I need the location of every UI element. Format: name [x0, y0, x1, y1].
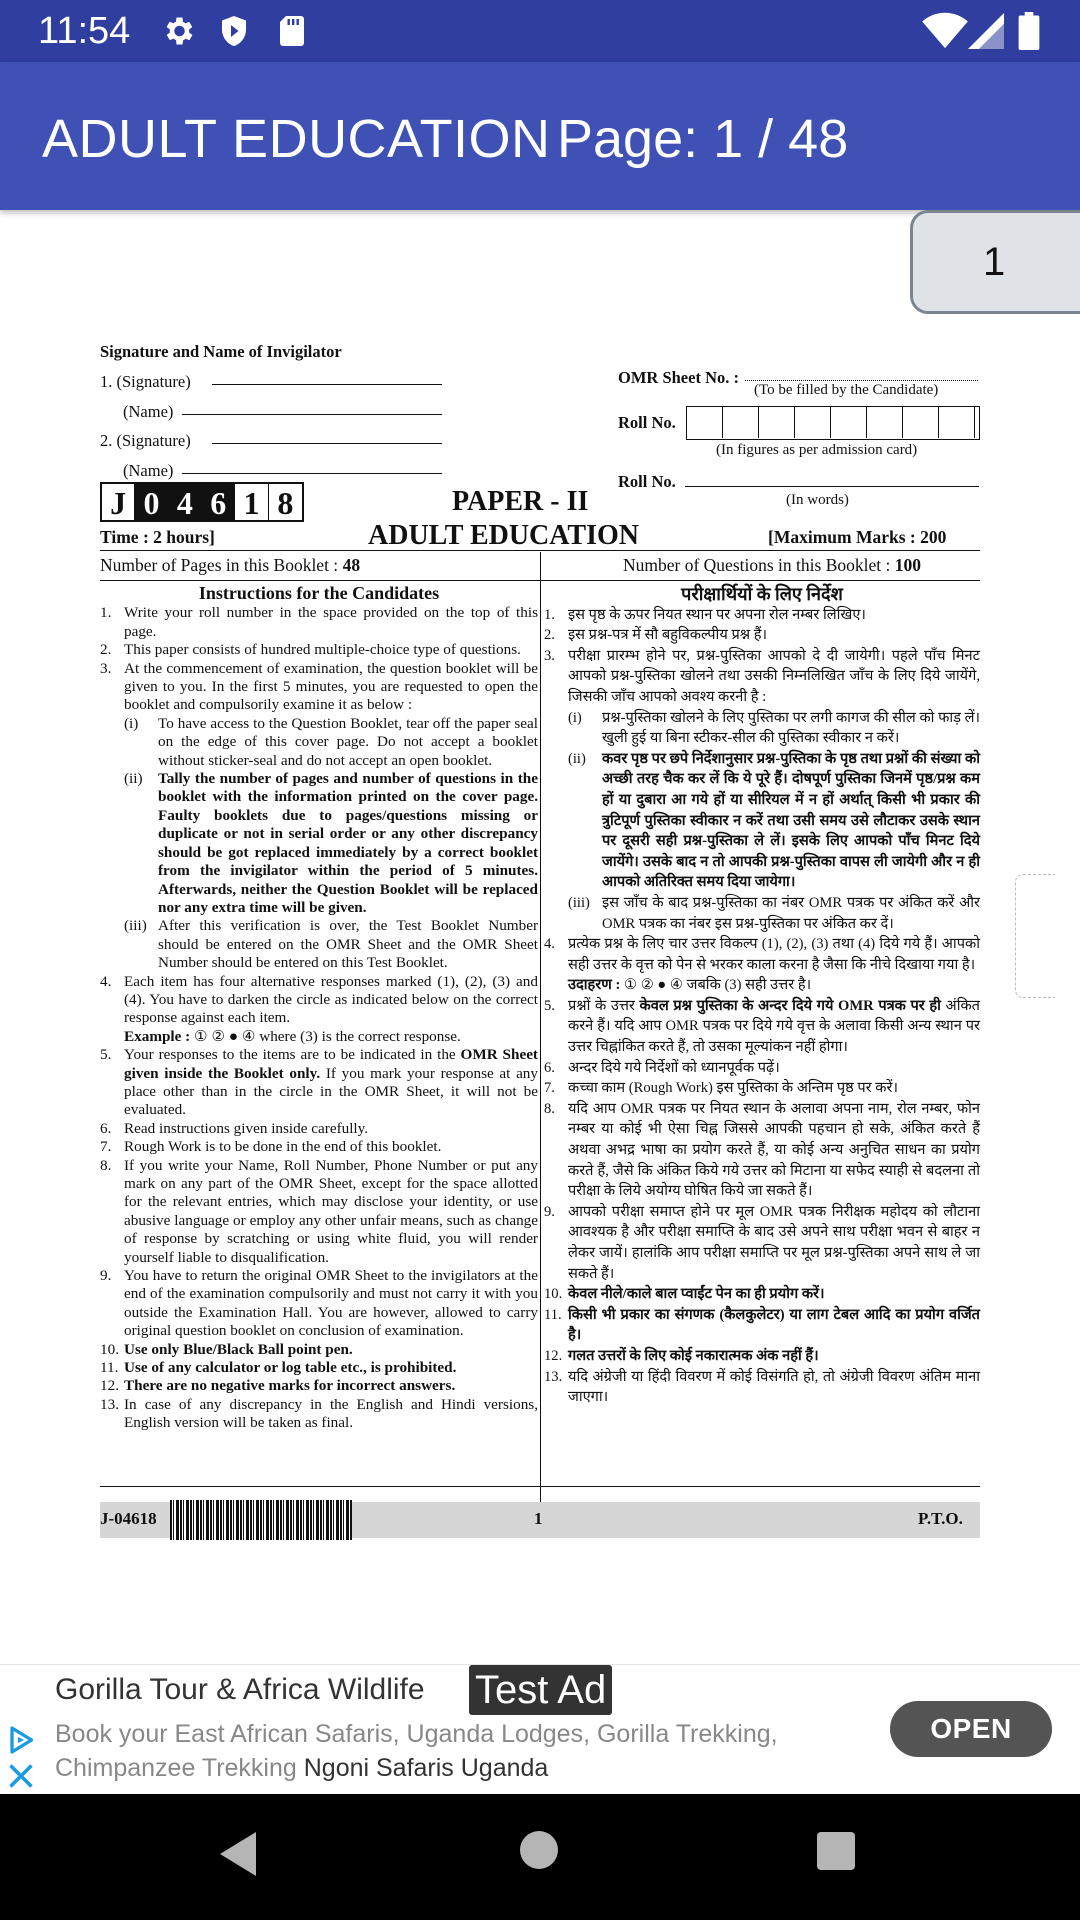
roll-words-note: (In words): [786, 492, 849, 508]
instruction-item: 13. यदि अंग्रेजी या हिंदी विवरण में कोई विसंगति हो, तो अंग्रेजी विवरण अंतिम माना जाएगा।: [544, 1368, 980, 1406]
subject-title: ADULT EDUCATION: [368, 520, 639, 551]
ad-choices-icon[interactable]: [6, 1725, 36, 1755]
column-divider: [540, 552, 541, 1514]
name-line: [182, 414, 442, 415]
code-char: 6: [202, 484, 235, 520]
instruction-item: 9. आपको परीक्षा समाप्त होने पर मूल OMR पत्रक निरीक्षक महोदय को लौटाना आवश्यक है और परीक्षा समाप्ति के बाद उसे अपने साथ परीक्षा भवन से बाहर न लेकर जायें। हालांकि आप परीक्षा समाप्ति पर मूल प्रश्न-पुस्तिका अपने साथ ले जा सकते हैं।: [544, 1203, 980, 1282]
document-page[interactable]: [100, 340, 980, 1540]
omr-sheet-note: (To be filled by the Candidate): [754, 382, 939, 398]
back-icon[interactable]: [216, 1830, 260, 1878]
wifi-icon: [922, 12, 968, 50]
instruction-item: 7. कच्चा काम (Rough Work) इस पुस्तिका के अन्तिम पृष्ठ पर करें।: [544, 1080, 899, 1097]
instruction-item: 12. गलत उत्तरों के लिए कोई नकारात्मक अंक नहीं हैं।: [544, 1347, 819, 1364]
footer-page-number: 1: [534, 1509, 543, 1528]
instruction-item: 3. परीक्षा प्रारम्भ होने पर, प्रश्न-पुस्तिका आपको दे दी जायेगी। पहले पाँच मिनट आपको प्रश्न-पुस्तिका खोलने तथा उसकी निम्नलिखित जाँच के लिए दिये जायेंगे, जिसकी जाँच आपको अवश्य करनी है : (i) प्रश्न-पुस्तिका खोलने के लिए पुस्तिका पर लगी कागज की सील को फाड़ लें। खुली हुई या बिना स्टीकर-सील की पुस्तिका स्वीकार न करें। (ii) कवर पृष्ठ पर छपे निर्देशानुसार प्रश्न-पुस्तिका के पृष्ठ तथा प्रश्नों की संख्या को अच्छी तरह चैक कर लें कि ये पूरे हैं। दोषपूर्ण पुस्तिका जिनमें पृष्ठ/प्रश्न कम हों या दुबारा आ गये हों या सीरियल में न हों अर्थात् किसी भी प्रकार की त्रुटिपूर्ण पुस्तिका स्वीकार न करें तथा उसी समय उसे लौटाकर उसके स्थान पर दूसरी सही प्रश्न-पुस्तिका ले लें। इसके लिए आपको पाँच मिनट दिये जायेंगे। उसके बाद न तो आपकी प्रश्न-पुस्तिका वापस ली जायेगी और न ही आपको अतिरिक्त समय दिया जायेगा। (iii) इस जाँच के बाद प्रश्न-पुस्तिका का नंबर OMR पत्रक पर अंकित करें और OMR पत्रक का नंबर इस प्रश्न-पुस्तिका पर अंकित कर दें।: [544, 647, 980, 932]
footer-pto: P.T.O.: [918, 1509, 963, 1528]
instruction-item: 13. In case of any discrepancy in the English and Hindi versions, English version will be taken as final.: [100, 1395, 538, 1432]
instruction-item: 3. At the commencement of examination, the question booklet will be given to you. In the first 5 minutes, you are requested to open the booklet and compulsorily examine it as below : (i) To have access to the Question Booklet, tear off the paper seal on the edge of this cover page. Do not accept a booklet without sticker-seal and do not accept an open booklet. (ii) Tally the number of pages and number of questions in the booklet with the information printed on the cover page. Faulty booklets due to pages/questions missing or duplicate or not in serial order or any other discrepancy should be got replaced immediately by a correct booklet from the invigilator within the period of 5 minutes. Afterwards, neither the Question Booklet will be replaced nor any extra time will be given. (iii) After this verification is over, the Test Booklet Number should be entered on the OMR Sheet and the OMR Sheet Number should be entered on this Test Booklet.: [100, 659, 538, 972]
omr-sheet-line: [745, 380, 978, 381]
instruction-item: 2. This paper consists of hundred multiple-choice type of questions.: [100, 641, 521, 659]
exam-time: Time : 2 hours]: [100, 527, 215, 547]
instruction-item: 6. Read instructions given inside carefully.: [100, 1119, 369, 1137]
ad-body[interactable]: Book your East African Safaris, Uganda Lodges, Gorilla Trekking, Chimpanzee Trekking Ngoni Safaris Uganda: [55, 1720, 778, 1782]
invigilator-heading: Signature and Name of Invigilator: [100, 342, 342, 361]
ad-advertiser: Ngoni Safaris Uganda: [303, 1754, 549, 1782]
signature-label-1: 1. (Signature): [100, 372, 191, 391]
signature-label-2: 2. (Signature): [100, 431, 191, 450]
app-title: ADULT EDUCATION: [42, 109, 551, 169]
instruction-item: 5. Your responses to the items are to be indicated in the OMR Sheet given inside the Booklet only. If you mark your response at any place other than in the circle in the OMR Sheet, it will not be evaluated.: [100, 1046, 538, 1119]
status-bar: [0, 0, 1080, 62]
barcode: [170, 1500, 352, 1540]
app-bar: [0, 62, 1080, 210]
navigation-bar: [0, 1794, 1080, 1920]
signature-line: [212, 384, 442, 385]
ad-open-button[interactable]: OPEN: [890, 1701, 1052, 1757]
pages-count: Number of Pages in this Booklet : 48: [100, 555, 361, 575]
instruction-item: 10. केवल नीले/काले बाल प्वाईंट पेन का ही प्रयोग करें।: [544, 1286, 825, 1303]
page-indicator: Page: 1 / 48: [557, 109, 849, 169]
instructions-heading-hi: परीक्षार्थियों के लिए निर्देश: [681, 584, 843, 604]
roll-number-boxes[interactable]: [686, 406, 980, 440]
instruction-item: 6. अन्दर दिये गये निर्देशों को ध्यानपूर्वक पढ़ें।: [544, 1059, 780, 1076]
home-icon[interactable]: [520, 1831, 558, 1869]
instruction-item: 8. If you write your Name, Roll Number, Phone Number or put any mark on any part of the OMR Sheet, except for the space allotted for the relevant entries, which may disclose your identity, or use abusive language or employ any other unfair means, such as change of response by scratching or using white fluid, you will render yourself liable to disqualification.: [100, 1156, 538, 1266]
roll-figures-note: (In figures as per admission card): [716, 442, 918, 458]
instruction-item: 8. यदि आप OMR पत्रक पर नियत स्थान के अलावा अपना नाम, रोल नम्बर, फोन नम्बर या कोई भी ऐसा चिह्न जिससे आपकी पहचान हो सके, अंकित करते हैं अथवा अभद्र भाषा का प्रयोग करते हैं, या कोई अन्य अनुचित साधन का प्रयोग करते हैं, जैसे कि अंकित किये गये उत्तर को मिटाना या सफेद स्याही से बदलना तो परीक्षा के लिये अयोग्य घोषित किये जा सकते हैं।: [544, 1100, 980, 1200]
instructions-heading-en: Instructions for the Candidates: [198, 583, 440, 603]
ad-close-icon[interactable]: [6, 1761, 36, 1791]
instruction-item: 4. प्रत्येक प्रश्न के लिए चार उत्तर विकल्प (1), (2), (3) तथा (4) दिये गये हैं। आपको सही उत्तर के वृत्त को पेन से भरकर काला करना है जैसा कि नीचे दिखाया गया है। उदाहरण : ① ② ● ④ जबकि (3) सही उत्तर है।: [544, 936, 980, 994]
instruction-item: 4. Each item has four alternative responses marked (1), (2), (3) and (4). You have to darken the circle as indicated below on the correct response against each item. Example : ① ② ● ④ where (3) is the correct response.: [100, 972, 538, 1045]
instruction-item: 12. There are no negative marks for incorrect answers.: [100, 1377, 456, 1395]
sd-card-icon: [274, 13, 310, 49]
recent-apps-icon[interactable]: [817, 1832, 855, 1870]
instruction-item: 2. इस प्रश्न-पत्र में सौ बहुविकल्पीय प्रश्न हैं।: [544, 627, 768, 644]
instruction-item: 11. किसी भी प्रकार का संगणक (कैलकुलेटर) या लाग टेबल आदि का प्रयोग वर्जित है।: [544, 1306, 980, 1344]
ad-title[interactable]: Gorilla Tour & Africa Wildlife: [55, 1673, 425, 1706]
footer-code: J-04618: [100, 1509, 157, 1528]
instruction-item: 1. इस पृष्ठ के ऊपर नियत स्थान पर अपना रोल नम्बर लिखिए।: [544, 606, 866, 623]
roll-number-words-label: Roll No.: [618, 472, 676, 491]
hindi-instructions: [544, 586, 980, 1408]
roll-words-line: [685, 486, 979, 487]
battery-icon: [1016, 12, 1042, 50]
status-time: 11:54: [38, 10, 131, 52]
instruction-item: 10. Use only Blue/Black Ball point pen.: [100, 1340, 353, 1358]
gear-icon: [160, 13, 196, 49]
page-number-badge[interactable]: 1: [910, 210, 1080, 314]
instruction-item: 9. You have to return the original OMR Sheet to the invigilators at the end of the examination compulsorily and must not carry it with you outside the Examination Hall. You are however, allowed to carry original question booklet on conclusion of examination.: [100, 1267, 538, 1340]
paper-code-box: [100, 482, 304, 522]
instruction-item: 7. Rough Work is to be done in the end of this booklet.: [100, 1138, 442, 1156]
code-char: 4: [169, 484, 202, 520]
max-marks: [Maximum Marks : 200: [768, 527, 947, 547]
instruction-item: 11. Use of any calculator or log table etc., is prohibited.: [100, 1359, 457, 1377]
signature-line: [212, 443, 442, 444]
test-ad-badge: Test Ad: [469, 1665, 612, 1715]
divider: [100, 550, 980, 551]
divider: [100, 1486, 980, 1487]
english-instructions: [100, 583, 538, 1433]
instruction-item: 1. Write your roll number in the space provided on the top of this page.: [100, 604, 538, 640]
ad-banner[interactable]: [0, 1664, 1080, 1794]
signal-icon: [968, 12, 1004, 50]
name-line: [182, 473, 442, 474]
omr-sheet-label: OMR Sheet No. :: [618, 368, 739, 387]
example-circles: ① ② ● ④: [194, 1027, 256, 1045]
shield-icon: [216, 13, 252, 49]
name-label-1: (Name): [123, 402, 174, 421]
code-char: 8: [277, 485, 294, 521]
questions-count: Number of Questions in this Booklet : 100: [623, 555, 921, 575]
code-char: 1: [235, 484, 268, 520]
roll-number-label: Roll No.: [618, 413, 676, 432]
name-label-2: (Name): [123, 461, 174, 480]
code-char: J: [102, 484, 135, 520]
paper-title: PAPER - II: [452, 486, 589, 517]
scroll-handle[interactable]: [1015, 874, 1055, 998]
instruction-item: 5. प्रश्नों के उत्तर केवल प्रश्न पुस्तिका के अन्दर दिये गये OMR पत्रक पर ही अंकित करने हैं। यदि आप OMR पत्रक पर दिये गये वृत्त के अलावा किसी अन्य स्थान पर उत्तर चिह्नांकित करते हैं, तो उसका मूल्यांकन नहीं होगा।: [544, 997, 981, 1056]
example-circles: ① ② ● ④: [623, 977, 683, 994]
code-char: 0: [135, 484, 168, 520]
